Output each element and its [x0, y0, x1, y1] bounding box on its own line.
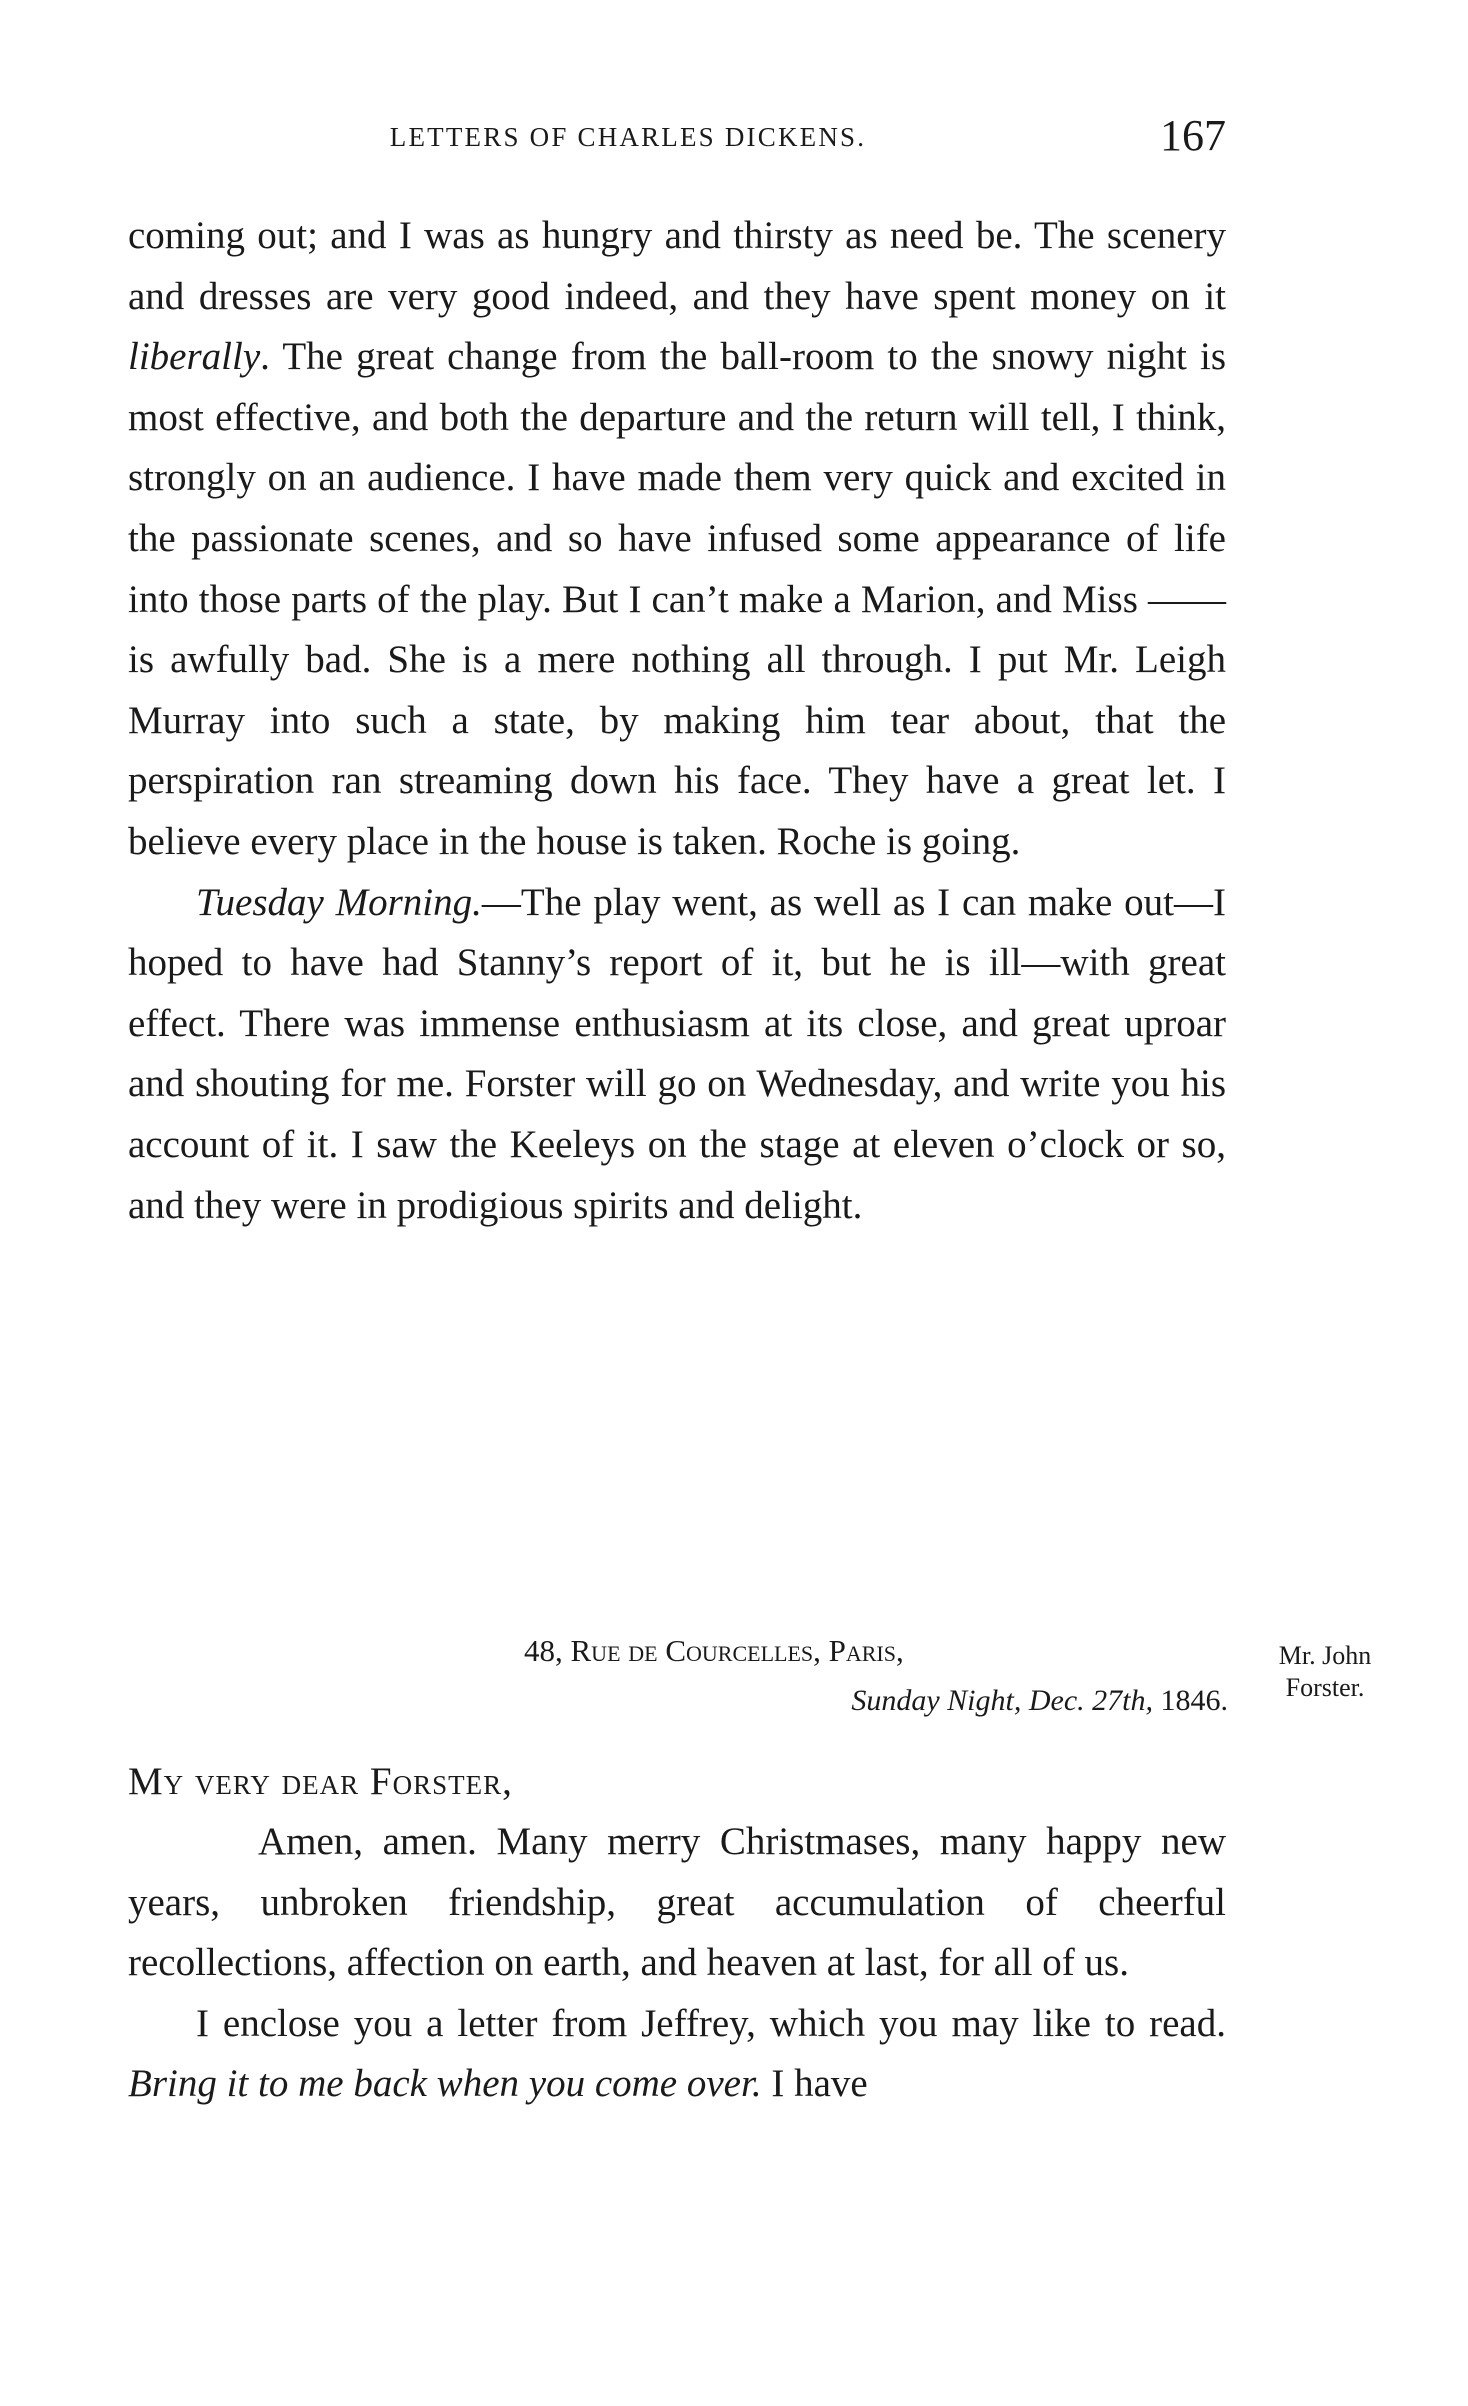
address-line [128, 1626, 1228, 1676]
italic-emphasis: Bring it to me back when you come over. [128, 2062, 762, 2106]
paragraph-text: —The play went, as well as I can make out—I hoped to have had Stanny’s report of it, but he is ill—with great effect. There was immense enthusiasm at its close, and great uproar and shouting for me. Forster will go on Wednesday, and write you his account of it. I saw the Keeleys on the stage at eleven o’clock or so, and they were in prodigious spirits and delight. [128, 880, 1226, 1227]
paragraph-text: I enclose you a letter from Jeffrey, which you may like to read. [196, 2001, 1226, 2045]
letter-address [128, 1626, 1228, 1726]
running-title: LETTERS OF CHARLES DICKENS. [389, 122, 867, 152]
recipient-margin-note: Mr. John Forster. [1278, 1641, 1372, 1702]
date-line [128, 1676, 1228, 1726]
first-letter-paragraph-1 [128, 206, 1226, 873]
date-text: Sunday Night, Dec. 27th, [851, 1684, 1153, 1717]
address-number: 48, [524, 1633, 571, 1668]
italic-emphasis: liberally [128, 335, 261, 379]
first-letter-paragraph-2 [128, 873, 1226, 1237]
first-letter-body [128, 206, 1226, 1236]
paragraph-text: I have [761, 2062, 868, 2106]
paragraph-text: . The great change from the ball-room to the snowy night is most effective, and both the departure and the return will tell, I think, strongly on an audience. I have made them very quick and excited in the passionate scenes, and so have infused some appearance of life into those parts of the play. But I can’t make a Marion, and Miss —— is awfully bad. She is a mere nothing all through. I put Mr. Leigh Murray into such a state, by making him tear about, that the perspiration ran streaming down his face. They have a great let. I believe every place in the house is taken. Roche is going. [128, 335, 1226, 863]
page-number: 167 [1160, 111, 1226, 160]
salutation: My very dear Forster, [128, 1760, 513, 1803]
running-head [128, 110, 1226, 170]
paragraph-text: coming out; and I was as hungry and thirsty as need be. The scenery and dresses are very good indeed, and they have spent money on it [128, 214, 1226, 318]
second-letter-paragraph-1: Amen, amen. Many merry Christmases, many happy new years, unbroken friendship, great accumulation of cheerful recollections, affection on earth, and heaven at last, for all of us. [128, 1820, 1226, 1985]
italic-heading: Tuesday Morning. [196, 880, 482, 924]
address-street: Rue de Courcelles, Paris, [570, 1633, 904, 1668]
date-year: 1846. [1153, 1684, 1228, 1717]
second-letter-paragraph-2 [128, 1994, 1226, 2115]
second-letter-body [128, 1812, 1226, 2115]
